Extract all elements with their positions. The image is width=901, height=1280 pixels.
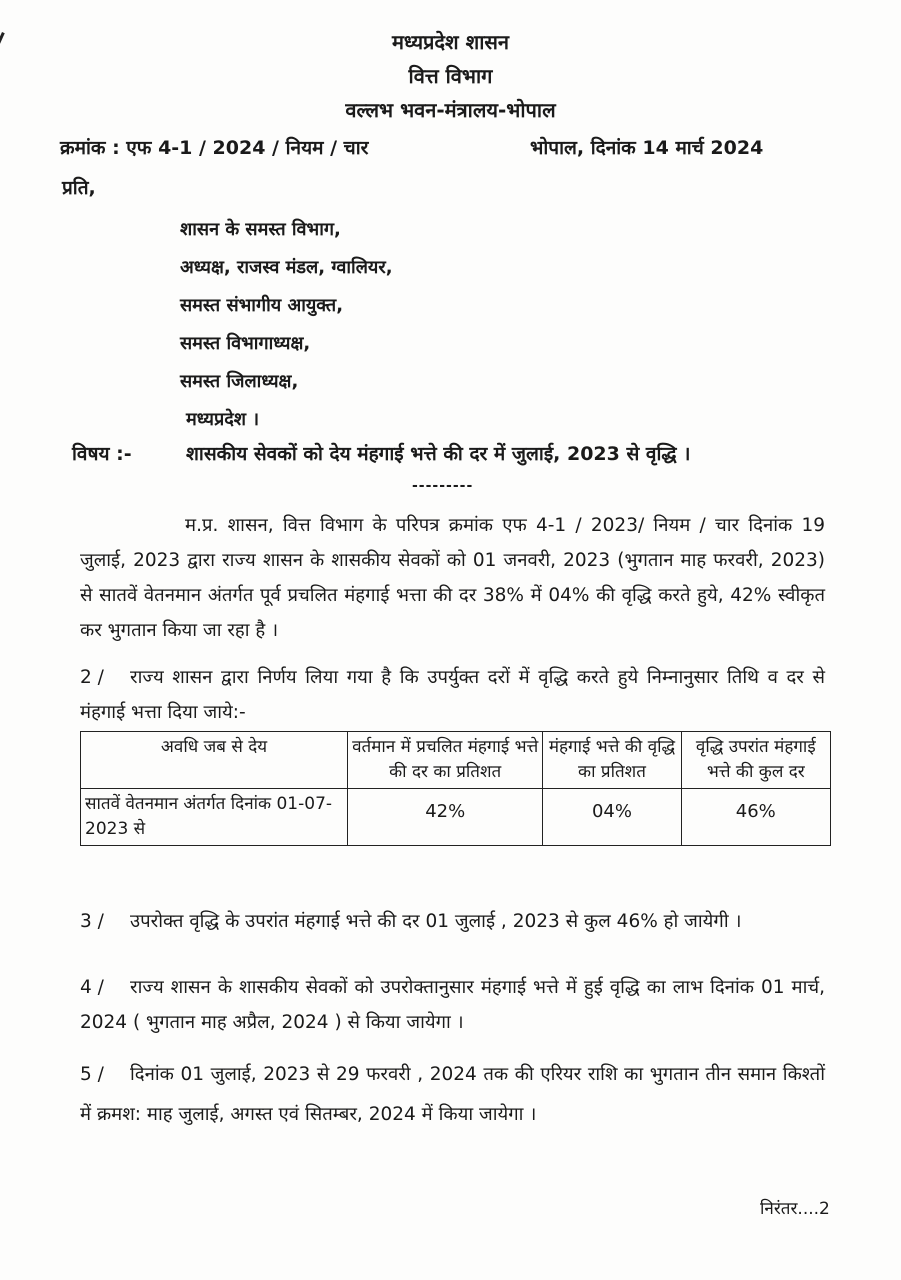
column-header: वर्तमान में प्रचलित मंहगाई भत्ते की दर का प्रतिशत [348, 732, 543, 789]
addressee: शासन के समस्त विभाग, [180, 219, 341, 240]
paragraph-text: उपरोक्त वृद्धि के उपरांत मंहगाई भत्ते की दर 01 जुलाई , 2023 से कुल 46% हो जायेगी । [130, 911, 742, 932]
subject-label: विषय :- [72, 443, 132, 465]
table-row [81, 789, 831, 846]
addressee: समस्त संभागीय आयुक्त, [180, 295, 344, 316]
paragraph-text: दिनांक 01 जुलाई, 2023 से 29 फरवरी , 2024 तक की एरियर राशि का भुगतान तीन समान किश्तों में क्रमश: माह जुलाई, अगस्त एवं सितम्बर, 2024 में किया जायेगा । [80, 1064, 825, 1125]
separator: --------- [412, 478, 474, 494]
table-cell: 42% [348, 789, 543, 846]
column-header: वृद्धि उपरांत मंहगाई भत्ते की कुल दर [681, 732, 830, 789]
paragraph-text: राज्य शासन के शासकीय सेवकों को उपरोक्तानुसार मंहगाई भत्ते में हुई वृद्धि का लाभ दिनांक 01 मार्च, 2024 ( भुगतान माह अप्रैल, 2024 ) से किया जायेगा । [80, 977, 825, 1033]
header-address: वल्लभ भवन-मंत्रालय-भोपाल [345, 98, 556, 122]
table-cell: 04% [543, 789, 681, 846]
paragraph-1: म.प्र. शासन, वित्त विभाग के परिपत्र क्रमांक एफ 4-1 / 2023/ नियम / चार दिनांक 19 जुलाई, 2023 द्वारा राज्य शासन के शासकीय सेवकों को 01 जनवरी, 2023 (भुगतान माह फरवरी, 2023) से सातवें वेतनमान अंतर्गत पूर्व प्रचलित मंहगाई भत्ता की दर 38% में 04% की वृद्धि करते हुये, 42% स्वीकृत कर भुगतान किया जा रहा है । [80, 515, 825, 641]
paragraph-2 [80, 660, 825, 730]
table-cell: 46% [681, 789, 830, 846]
column-header: अवधि जब से देय [81, 732, 348, 789]
header-government: मध्यप्रदेश शासन [391, 30, 510, 54]
column-header: मंहगाई भत्ते की वृद्धि का प्रतिशत [543, 732, 681, 789]
paragraph-number: 2 / [80, 667, 104, 688]
subject-text: शासकीय सेवकों को देय मंहगाई भत्ते की दर में जुलाई, 2023 से वृद्धि । [186, 443, 691, 465]
da-rate-table [80, 731, 831, 846]
table-cell: सातवें वेतनमान अंतर्गत दिनांक 01-07-2023 से [81, 789, 348, 846]
reference-number: क्रमांक : एफ 4-1 / 2024 / नियम / चार [60, 137, 369, 159]
to-label: प्रति, [62, 177, 96, 199]
paragraph-text: राज्य शासन द्वारा निर्णय लिया गया है कि उपर्युक्त दरों में वृद्धि करते हुये निम्नानुसार तिथि व दर से मंहगाई भत्ता दिया जाये:- [80, 667, 825, 723]
paragraph-number: 3 / [80, 911, 104, 932]
paragraph-number: 5 / [80, 1064, 104, 1085]
addressee: मध्यप्रदेश । [186, 409, 260, 430]
header-department: वित्त विभाग [408, 64, 493, 88]
table-header-row [81, 732, 831, 789]
place-date: भोपाल, दिनांक 14 मार्च 2024 [530, 137, 764, 159]
paragraph-4 [80, 970, 825, 1040]
addressee-list [180, 216, 393, 444]
addressee: समस्त विभागाध्यक्ष, [180, 333, 311, 354]
paragraph-number: 4 / [80, 977, 104, 998]
paragraph-5 [80, 1055, 825, 1135]
addressee: अध्यक्ष, राजस्व मंडल, ग्वालियर, [180, 257, 393, 278]
paragraph-3 [80, 904, 825, 939]
continued-marker: निरंतर....2 [760, 1199, 830, 1219]
addressee: समस्त जिलाध्यक्ष, [180, 371, 299, 392]
